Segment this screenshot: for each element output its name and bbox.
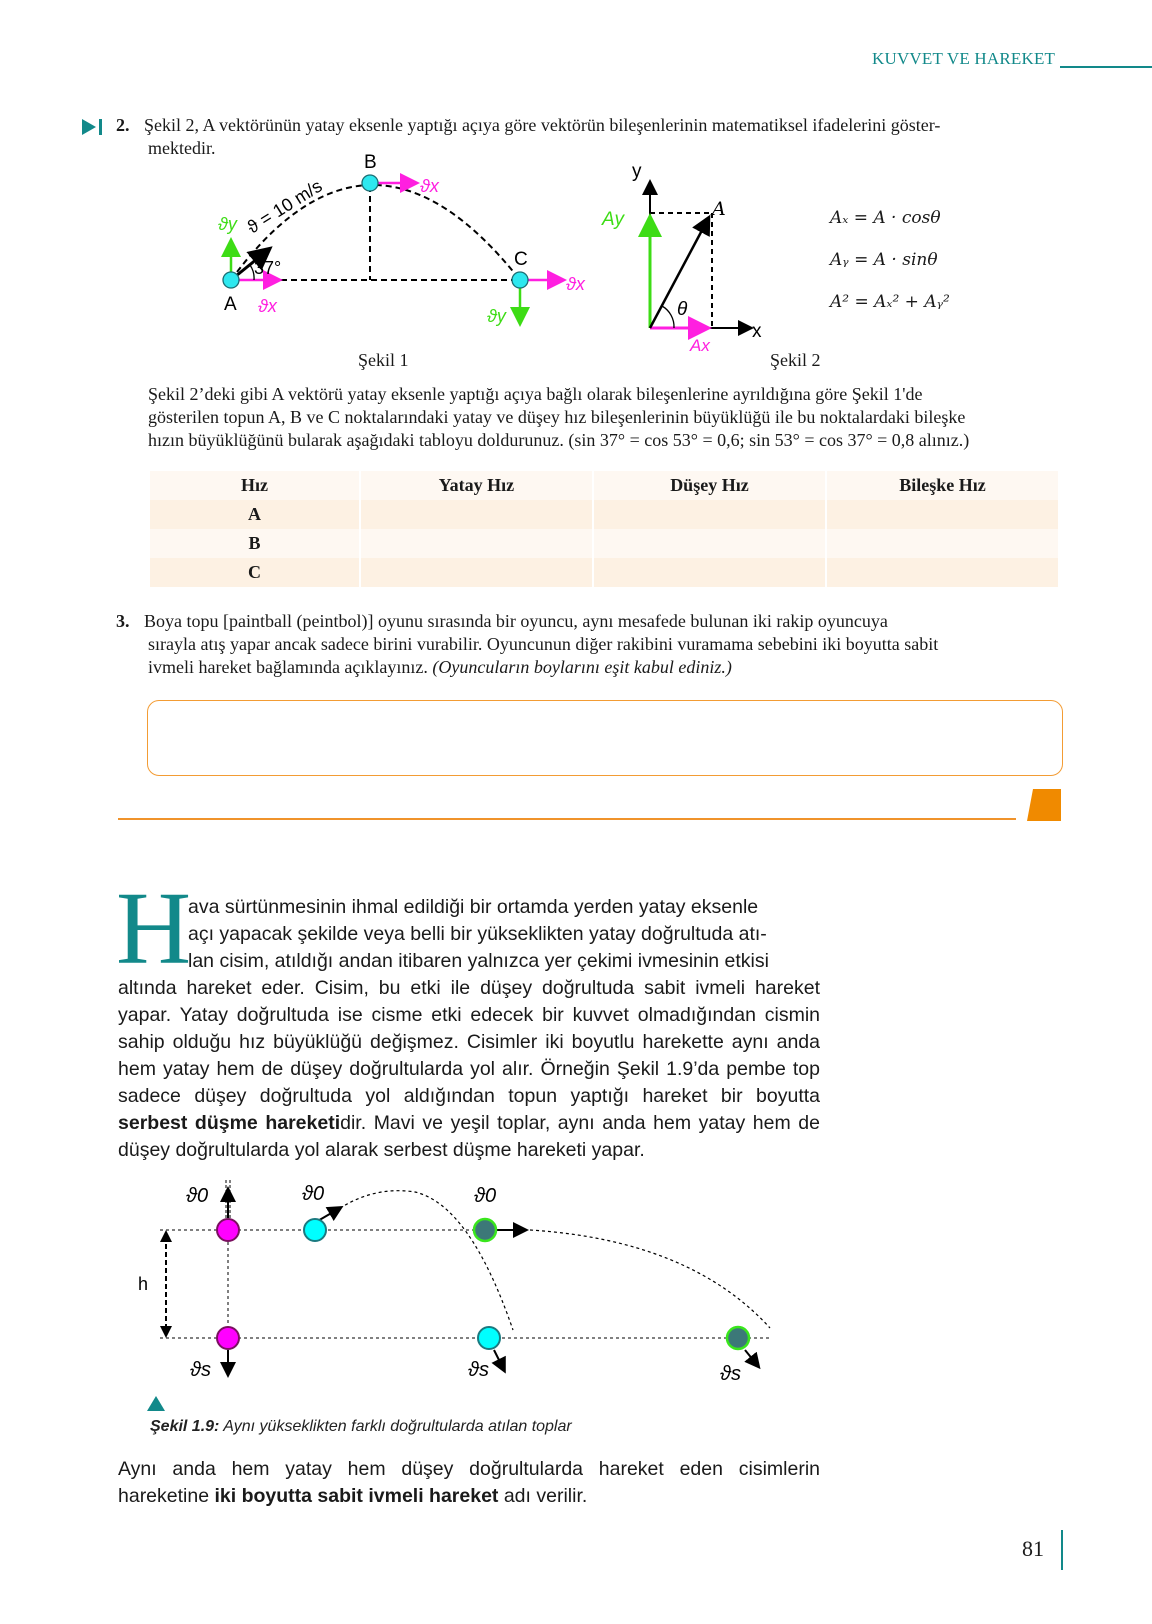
cell-b-bileske[interactable] [827, 529, 1058, 558]
theta-arc [662, 306, 674, 328]
vs-arrow-green [745, 1350, 758, 1366]
row-label-a: A [247, 504, 261, 524]
label-a: A [224, 294, 237, 315]
cell-a-bileske[interactable] [827, 500, 1058, 529]
cell-b-yatay[interactable] [361, 529, 592, 558]
header-bileske: Bileşke Hız [899, 475, 986, 495]
question-2-text: 2. Şekil 2, A vektörünün yatay eksenle yaptığı açıya göre vektörün bileşenlerinin matematiksel ifadelerini göster- [116, 115, 941, 135]
cell-b-dusey[interactable] [594, 529, 825, 558]
vx-label-b: ϑx [420, 176, 439, 196]
cell-c-bileske[interactable] [827, 558, 1058, 587]
caption-triangle-icon [147, 1396, 165, 1411]
v0-label-cyan: ϑ0 [302, 1183, 325, 1205]
angle-label: 37° [254, 258, 282, 278]
vs-arrow-cyan [494, 1350, 504, 1370]
vy-label-c: ϑy [487, 306, 506, 326]
v0-label-green: ϑ0 [474, 1185, 497, 1207]
page-number: 81 [1022, 1536, 1044, 1561]
figure-2-caption: Şekil 2 [770, 350, 821, 370]
row-label-b: B [248, 533, 261, 553]
body-paragraph-1: altında hareket eder. Cisim, bu etki ile düşey doğrultuda sabit ivmeli hareket yapar. Yatay doğrultuda ise cisme etki edecek bir kuvvet olmadığından cismin sahip olduğu hız büyüklüğü değişmez. Cisimler iki boyutlu harekette aynı anda hem yatay hem de düşey doğrultularda yol alır. Örneğin Şekil 1.9’da pembe top sadece düşey doğrultuda yol aldığından topun yaptığı hareket bir boyutta serbest düşme hareketidir. Mavi ve yeşil toplar, aynı anda hem yatay hem de düşey doğrultularda yol alarak serbest düşme hareketi yapar. [118, 977, 820, 1161]
pink-ball-bottom [217, 1327, 239, 1349]
theta-label: θ [677, 299, 688, 320]
speed-table [148, 471, 1060, 587]
question-2-text-cont: mektedir. [148, 138, 216, 158]
cell-a-dusey[interactable] [594, 500, 825, 529]
cell-c-yatay[interactable] [361, 558, 592, 587]
header-hiz: Hız [240, 475, 268, 495]
question-3-line-1: 3. Boya topu [paintball (peintbol)] oyunu sırasında bir oyuncu, aynı mesafede bulunan iki rakip oyuncuya [116, 611, 888, 631]
header-yatay: Yatay Hız [438, 475, 515, 495]
instruction-line-2: gösterilen topun A, B ve C noktalarındaki yatay ve düşey hız bileşenlerinin büyüklüğü ile bu noktalardaki bileşke [148, 407, 966, 427]
ball-b [362, 175, 378, 191]
green-ball-top [474, 1219, 496, 1241]
answer-box[interactable] [147, 700, 1063, 776]
play-marker-icon [82, 118, 104, 136]
header-rule [1060, 66, 1152, 68]
figure-1-projectile [200, 150, 620, 350]
figure-2-vector-components [590, 155, 790, 355]
chapter-title: KUVVET VE HAREKET [872, 49, 1056, 68]
question-3-number: 3. [116, 611, 130, 631]
a-vector-label: A [712, 198, 726, 220]
cyan-trajectory [330, 1191, 513, 1330]
vs-label-cyan: ϑs [468, 1359, 489, 1381]
ax-label: Ax [690, 336, 710, 355]
table-row [150, 529, 1058, 558]
cyan-ball-top [304, 1219, 326, 1241]
green-trajectory [530, 1230, 770, 1328]
vx-label-a: ϑx [258, 296, 277, 316]
y-axis-label: y [632, 161, 642, 182]
figure-1-caption: Şekil 1 [358, 350, 409, 370]
ball-c [512, 272, 528, 288]
v0-label-pink: ϑ0 [186, 1185, 209, 1207]
instruction-line-1: Şekil 2’deki gibi A vektörü yatay eksenle yaptığı açıya bağlı olarak bileşenlerine ayrıldığına göre Şekil 1'de [148, 384, 923, 404]
vs-label-pink: ϑs [190, 1359, 211, 1381]
formula-magnitude: A² = Aₓ² + Aᵧ² [830, 292, 950, 312]
label-c: C [514, 249, 528, 270]
header-dusey: Düşey Hız [670, 475, 749, 495]
question-number: 2. [116, 115, 130, 135]
question-3-line-2: sırayla atış yapar ancak sadece birini vurabilir. Oyuncunun diğer rakibini vuramama sebebini iki boyutta sabit [148, 634, 939, 654]
figure-1-9-projectiles [130, 1170, 810, 1390]
x-axis-label: x [752, 321, 762, 342]
vs-label-green: ϑs [720, 1363, 741, 1385]
pink-ball-top [217, 1219, 239, 1241]
table-row [150, 558, 1058, 587]
table-header-row [150, 471, 1058, 500]
body-paragraph-2: Aynı anda hem yatay hem düşey doğrultularda hareket eden cisimlerin hareketine iki boyutta sabit ivmeli hareket adı verilir. [118, 1458, 820, 1507]
cell-c-dusey[interactable] [594, 558, 825, 587]
formula-ay: Aᵧ = A · sinθ [830, 250, 938, 270]
height-label: h [138, 1274, 149, 1294]
section-tab-icon [1027, 789, 1061, 821]
velocity-label: ϑ = 10 m/s [243, 175, 326, 238]
vx-label-c: ϑx [566, 274, 585, 294]
cyan-ball-bottom [478, 1327, 500, 1349]
formula-ax: Aₓ = A · cosθ [830, 208, 941, 228]
ay-label: Ay [602, 209, 625, 230]
figure-1-9-caption: Şekil 1.9: Aynı yükseklikten farklı doğrultularda atılan toplar [150, 1418, 572, 1435]
cell-a-yatay[interactable] [361, 500, 592, 529]
section-divider [118, 818, 1016, 820]
page-number-rule [1061, 1530, 1063, 1570]
table-row [150, 500, 1058, 529]
instruction-line-3: hızın büyüklüğünü bularak aşağıdaki tabloyu doldurunuz. (sin 37° = cos 53° = 0,6; sin 53° = cos 37° = 0,8 alınız.) [148, 430, 970, 450]
dropcap: H [116, 871, 192, 986]
body-paragraph-1-intro: ava sürtünmesinin ihmal edildiği bir ortamda yerden yatay eksenle açı yapacak şekilde veya belli bir yükseklikten yatay doğrultuda atı- lan cisim, atıldığı andan itibaren yalnızca yer çekimi ivmesinin etkisi [188, 896, 769, 972]
label-b: B [364, 152, 377, 173]
green-ball-bottom [727, 1327, 749, 1349]
vy-label-a: ϑy [218, 214, 237, 234]
row-label-c: C [247, 562, 261, 582]
ball-a [223, 272, 239, 288]
question-3-line-3: ivmeli hareket bağlamında açıklayınız. (Oyuncuların boylarını eşit kabul ediniz.) [148, 657, 732, 677]
